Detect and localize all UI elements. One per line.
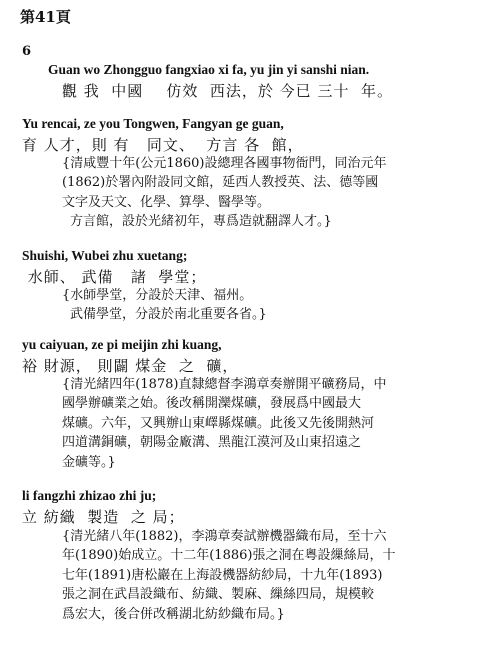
annotation-line: 武備學堂，分設於南北重要各省。} [70,307,267,323]
pinyin-line: Guan wo Zhongguo fangxiao xi fa, yu jin yi sanshi nian. [48,62,370,77]
chinese-line: 立 紡織 製造 之 局； [22,508,185,526]
annotation-line: {清光緒八年(1882)，李鴻章奏試辦機器織布局，至十六 [62,529,387,544]
pinyin-line: yu caiyuan, ze pi meijin zhi kuang, [22,337,222,352]
annotation-line: {清咸豐十年(公元1860)設總理各國事物衙門，同治元年 [62,156,387,171]
chinese-line: 育 人才，則 有 同文、 方言 各 館， [22,136,304,154]
annotation-line: 金礦等。} [62,454,116,470]
annotation-line: 年(1890)始成立。十二年(1886)張之洞在粵設繅絲局，十 [62,548,396,564]
annotation-line: 文字及天文、化學、算學、醫學等。 [62,194,271,210]
annotation-line: {水師學堂，分設於天津、福州。 [62,288,253,303]
annotation-line: 四道溝銅礦，朝陽金廠溝、黑龍江漠河及山東招遠之 [62,435,362,451]
pinyin-line: Yu rencai, ze you Tongwen, Fangyan ge guan, [22,116,284,131]
chinese-line: 觀 我 中國 仿效 西法，於 今已 三十 年。 [62,82,393,100]
annotation-line: 國學辦礦業之始。後改稱開灤煤礦，發展爲中國最大 [62,396,362,412]
chinese-line: 裕 財源， 則闢 煤金 之 礦， [22,357,239,375]
pinyin-line: li fangzhi zhizao zhi ju; [22,488,157,503]
entry-number: 6 [22,44,32,59]
chinese-line: 水師、 武備 諸 學堂； [22,268,207,286]
annotation-line: (1862)於署內附設同文館，延西人教授英、法、德等國 [62,175,379,191]
annotation-line: 張之洞在武昌設織布、紡織、製麻、繅絲四局，規模較 [62,587,375,603]
page-header: 第41頁 [20,8,71,26]
annotation-line: 方言館，設於光緒初年，專爲造就翻譯人才。} [70,214,332,230]
annotation-line: 煤礦。六年，又興辦山東嶧縣煤礦。此後又先後開熱河 [62,415,375,431]
annotation-line: 爲宏大，後合併改稱湖北紡紗織布局。} [62,606,285,622]
annotation-line: {清光緒四年(1878)直隸總督李鴻章奏辦開平礦務局，中 [62,377,387,392]
pinyin-line: Shuishi, Wubei zhu xuetang; [22,248,188,263]
annotation-line: 七年(1891)唐松巖在上海設機器紡紗局，十九年(1893) [62,567,383,583]
